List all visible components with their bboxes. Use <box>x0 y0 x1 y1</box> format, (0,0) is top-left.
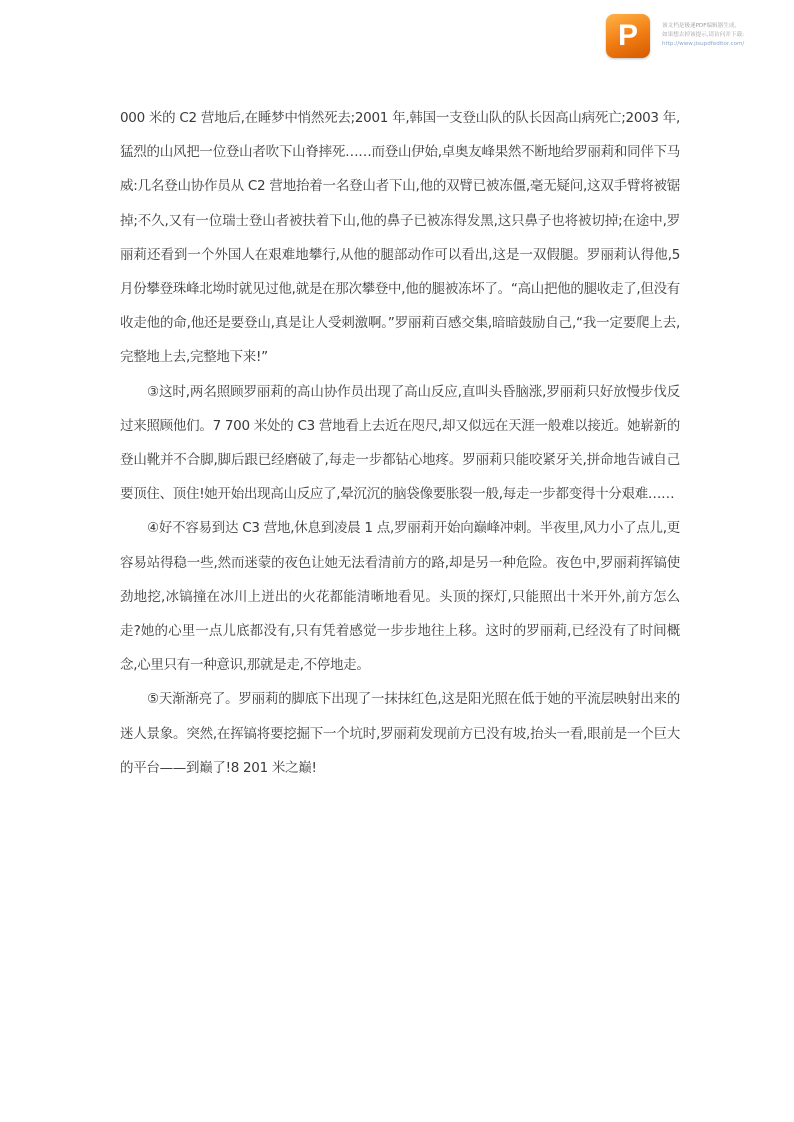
watermark-line-2: 如果想去掉该提示,请访问并下载: <box>662 32 744 38</box>
paragraph-continued: 000 米的 C2 营地后,在睡梦中悄然死去;2001 年,韩国一支登山队的队长因高山病死亡;2003 年,猛烈的山风把一位登山者吹下山脊摔死……而登山伊始,卓奥友峰果然不断地给罗丽莉和同伴下马威:几名登山协作员从 C2 营地抬着一名登山者下山,他的双臂已被冻僵,毫无疑问,这双手臂将被锯掉;不久,又有一位瑞士登山者被扶着下山,他的鼻子已被冻得发黑,这只鼻子也将被切掉;在途中,罗丽莉还看到一个外国人在艰难地攀行,从他的腿部动作可以看出,这是一双假腿。罗丽莉认得他,5 月份攀登珠峰北坳时就见过他,就是在那次攀登中,他的腿被冻坏了。“高山把他的腿收走了,但没有收走他的命,他还是要登山,真是让人受刺激啊。”罗丽莉百感交集,暗暗鼓励自己,“我一定要爬上去,完整地上去,完整地下来!” <box>120 110 680 366</box>
paragraph-4: ④好不容易到达 C3 营地,休息到凌晨 1 点,罗丽莉开始向巅峰冲刺。半夜里,风力小了点儿,更容易站得稳一些,然而迷蒙的夜色让她无法看清前方的路,却是另一种危险。夜色中,罗丽莉挥镐使劲地挖,冰镐撞在冰川上迸出的火花都能清晰地看见。头顶的探灯,只能照出十米开外,前方怎么走?她的心里一点儿底都没有,只有凭着感觉一步步地往上移。这时的罗丽莉,已经没有了时间概念,心里只有一种意识,那就是走,不停地走。 <box>120 520 680 674</box>
paragraph-3: ③这时,两名照顾罗丽莉的高山协作员出现了高山反应,直叫头昏脑涨,罗丽莉只好放慢步伐反过来照顾他们。7 700 米处的 C3 营地看上去近在咫尺,却又似远在天涯一般难以接近。她崭新的登山靴并不合脚,脚后跟已经磨破了,每走一步都钻心地疼。罗丽莉只能咬紧牙关,拼命地告诫自己要顶住、顶住!她开始出现高山反应了,晕沉沉的脑袋像要胀裂一般,每走一步都变得十分艰难…… <box>120 383 680 503</box>
pdf-editor-logo-icon: P <box>606 14 650 58</box>
watermark-notice <box>662 22 790 49</box>
document-body <box>120 101 680 785</box>
paragraph-5: ⑤天渐渐亮了。罗丽莉的脚底下出现了一抹抹红色,这是阳光照在低于她的平流层映射出来的迷人景象。突然,在挥镐将要挖掘下一个坑时,罗丽莉发现前方已没有坡,抬头一看,眼前是一个巨大的平台——到巅了!8 201 米之巅! <box>120 691 680 776</box>
watermark-url-link[interactable]: http://www.jisupdfeditor.com/ <box>662 41 745 47</box>
watermark-line-1: 该文档是极速PDF编辑器生成, <box>662 23 737 29</box>
